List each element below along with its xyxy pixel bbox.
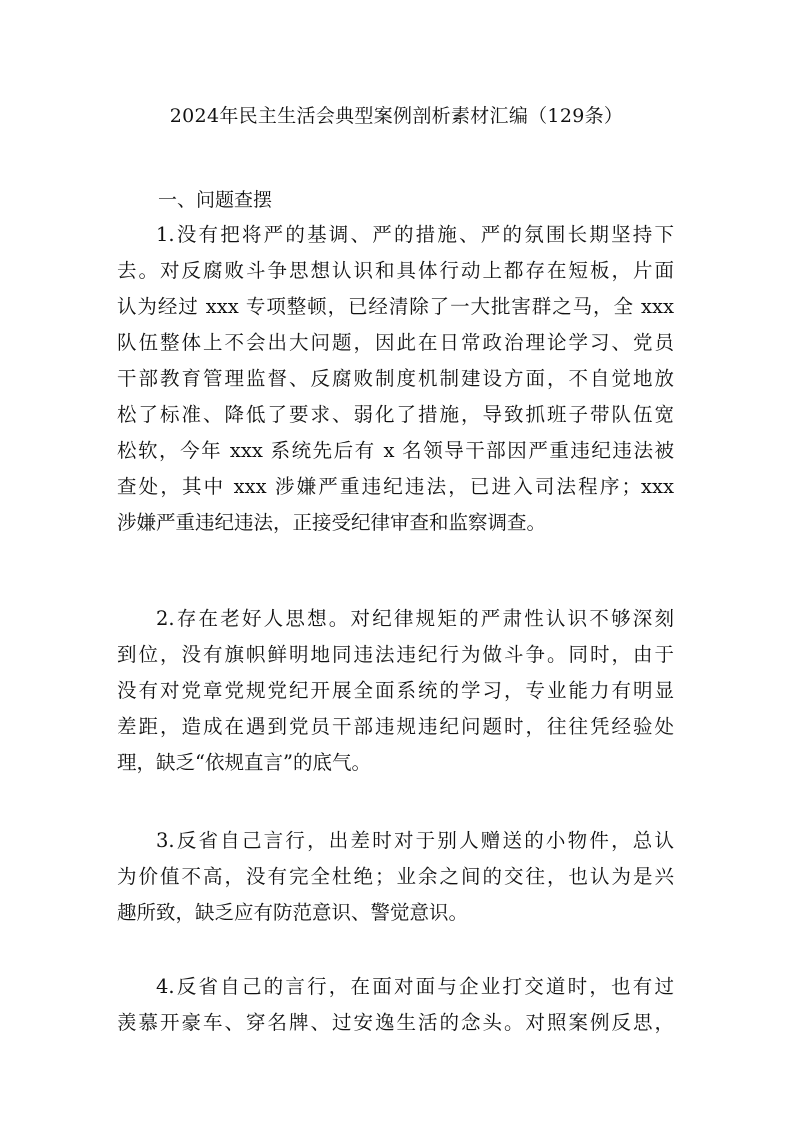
paragraph-line: 涉嫌严重违纪违法，正接受纪律审查和监察调查。 bbox=[117, 511, 547, 534]
paragraph-line: 干部教育管理监督、反腐败制度机制建设方面，不自觉地放 bbox=[117, 367, 674, 390]
paragraph-line: 认为经过 xxx 专项整顿，已经清除了一大批害群之马，全 xxx bbox=[117, 295, 674, 318]
paragraph-2 bbox=[117, 601, 674, 781]
paragraph-line: 查处，其中 xxx 涉嫌严重违纪违法，已进入司法程序；xxx bbox=[117, 475, 674, 498]
paragraph-line: 3.反省自己言行，出差时对于别人赠送的小物件，总认 bbox=[156, 829, 674, 852]
paragraph-line: 队伍整体上不会出大问题，因此在日常政治理论学习、党员 bbox=[117, 331, 674, 354]
paragraph-line: 趣所致，缺乏应有防范意识、警觉意识。 bbox=[117, 901, 469, 924]
paragraph-line: 松软，今年 xxx 系统先后有 x 名领导干部因严重违纪违法被 bbox=[117, 439, 674, 462]
paragraph-line: 松了标准、降低了要求、弱化了措施，导致抓班子带队伍宽 bbox=[117, 403, 674, 426]
paragraph-line: 去。对反腐败斗争思想认识和具体行动上都存在短板，片面 bbox=[117, 259, 674, 282]
paragraph-4 bbox=[117, 969, 674, 1041]
paragraph-line: 为价值不高，没有完全杜绝；业余之间的交往，也认为是兴 bbox=[117, 865, 674, 888]
paragraph-1 bbox=[117, 217, 674, 541]
section-heading: 一、问题查摆 bbox=[158, 189, 273, 211]
paragraph-3 bbox=[117, 823, 674, 931]
paragraph-line: 2.存在老好人思想。对纪律规矩的严肃性认识不够深刻 bbox=[156, 607, 674, 630]
paragraph-line: 1.没有把将严的基调、严的措施、严的氛围长期坚持下 bbox=[156, 223, 674, 246]
paragraph-line: 到位，没有旗帜鲜明地同违法违纪行为做斗争。同时，由于 bbox=[117, 643, 674, 666]
paragraph-line: 差距，造成在遇到党员干部违规违纪问题时，往往凭经验处 bbox=[117, 715, 674, 738]
paragraph-line: 理，缺乏“依规直言”的底气。 bbox=[117, 751, 371, 774]
paragraph-line: 4.反省自己的言行，在面对面与企业打交道时，也有过 bbox=[156, 975, 674, 998]
document-title: 2024年民主生活会典型案例剖析素材汇编（129条） bbox=[169, 105, 624, 127]
paragraph-line: 没有对党章党规党纪开展全面系统的学习，专业能力有明显 bbox=[117, 679, 674, 702]
paragraph-line: 羡慕开豪车、穿名牌、过安逸生活的念头。对照案例反思， bbox=[117, 1011, 674, 1034]
